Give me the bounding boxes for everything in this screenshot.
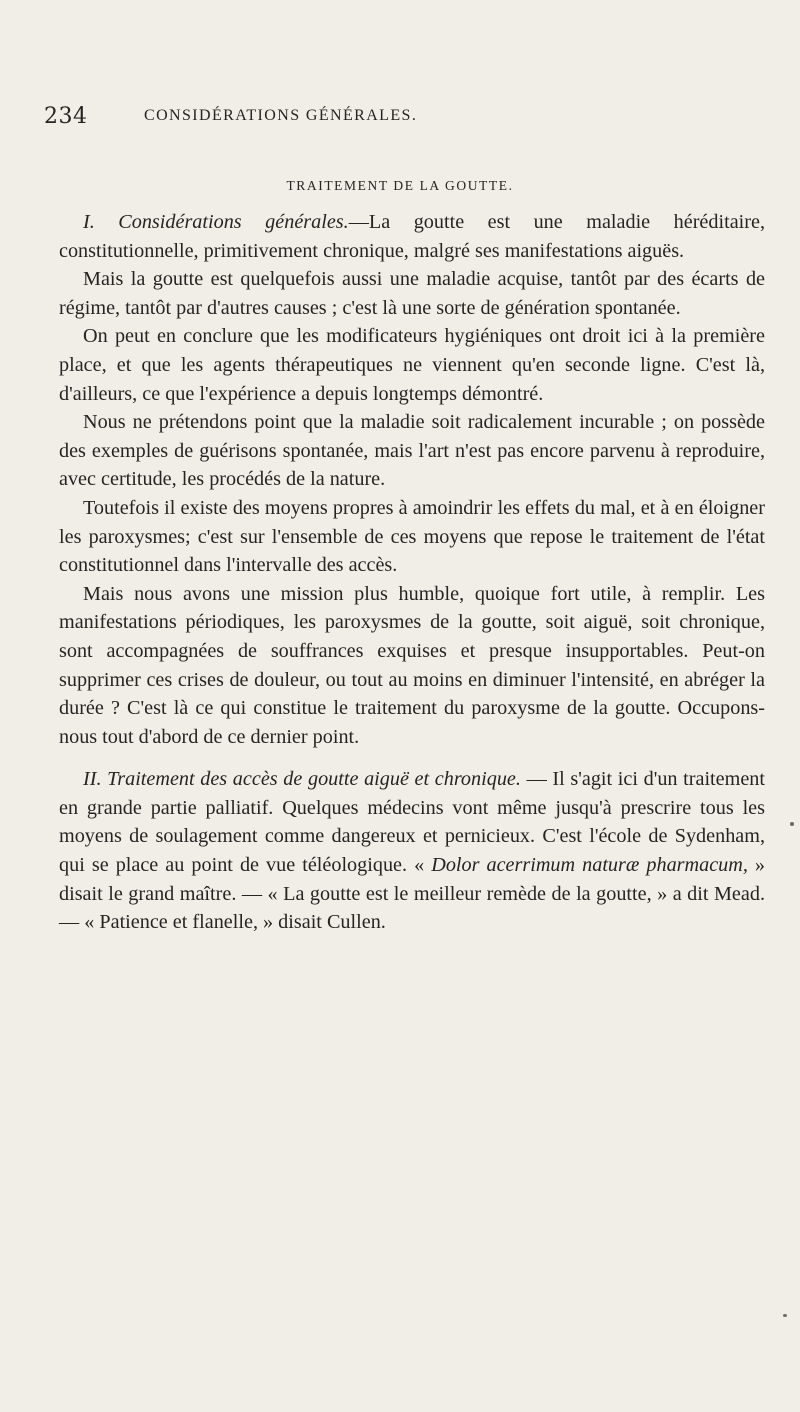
paragraph-text-after: » disait le grand maître. — « La goutte est le meilleur remède de la goutte, » a dit Mead. — « Patience et flanelle, » disait Cullen. bbox=[59, 854, 766, 934]
paragraph bbox=[59, 494, 765, 580]
print-speck bbox=[790, 822, 794, 826]
paragraph-text: On peut en conclure que les modificateurs hygiéniques ont droit ici à la première place, et que les agents thérapeutiques ne viennent qu'en seconde ligne. C'est là, d'ailleurs, ce que l'expérience a depuis longtemps démontré. bbox=[59, 325, 765, 405]
paragraph bbox=[59, 265, 765, 322]
print-speck bbox=[783, 1314, 787, 1317]
paragraph-heading: I. Considérations générales. bbox=[83, 211, 349, 233]
paragraph bbox=[59, 765, 765, 937]
body-text bbox=[59, 208, 765, 937]
paragraph-text: —La goutte est une maladie héréditaire, constitutionnelle, primitivement chronique, malgré ses manifestations aiguës. bbox=[59, 211, 765, 262]
paragraph-heading: II. Traitement des accès de goutte aiguë et chronique. bbox=[83, 768, 521, 791]
latin-quote: Dolor acerrimum naturæ pharmacum, bbox=[431, 854, 748, 877]
paragraph-text: Toutefois il existe des moyens propres à amoindrir les effets du mal, et à en éloigner les paroxysmes; c'est sur l'ensemble de ces moyens que repose le traitement de l'état constitutionnel dans l'intervalle des accès. bbox=[59, 496, 765, 577]
running-header bbox=[44, 104, 764, 134]
paragraph-text: Mais la goutte est quelquefois aussi une maladie acquise, tantôt par des écarts de régime, tantôt par d'autres causes ; c'est là une sorte de génération spontanée. bbox=[59, 268, 765, 319]
running-title: CONSIDÉRATIONS GÉNÉRALES. bbox=[144, 107, 418, 124]
paragraph-text: — Il s'agit ici d'un traitement en grande partie palliatif. Quelques médecins vont même jusqu'à prescrire tous les moyens de soulagement comme dangereux et pernicieux. C'est l'école de Sydenham, qui se place au point de vue téléologique. « bbox=[59, 768, 765, 877]
page-number: 234 bbox=[44, 104, 88, 129]
paragraph-text: Nous ne prétendons point que la maladie soit radicalement incurable ; on possède des exemples de guérisons spontanée, mais l'art n'est pas encore parvenu à reproduire, avec certitude, les procédés de la nature. bbox=[59, 411, 765, 491]
paragraph bbox=[59, 208, 765, 265]
section-title: TRAITEMENT DE LA GOUTTE. bbox=[286, 178, 514, 193]
paragraph-text: Mais nous avons une mission plus humble, quoique fort utile, à remplir. Les manifestations périodiques, les paroxysmes de la goutte, soit aiguë, soit chronique, sont accompagnées de souffrances exquises et presque insupportables. Peut-on supprimer ces crises de douleur, ou tout au moins en diminuer l'intensité, en abréger la durée ? C'est là ce qui constitue le traitement du paroxysme de la goutte. Occupons-nous tout d'abord de ce dernier point. bbox=[59, 582, 765, 748]
paragraph bbox=[59, 580, 765, 752]
paragraph bbox=[59, 322, 765, 408]
paragraph bbox=[59, 408, 765, 494]
